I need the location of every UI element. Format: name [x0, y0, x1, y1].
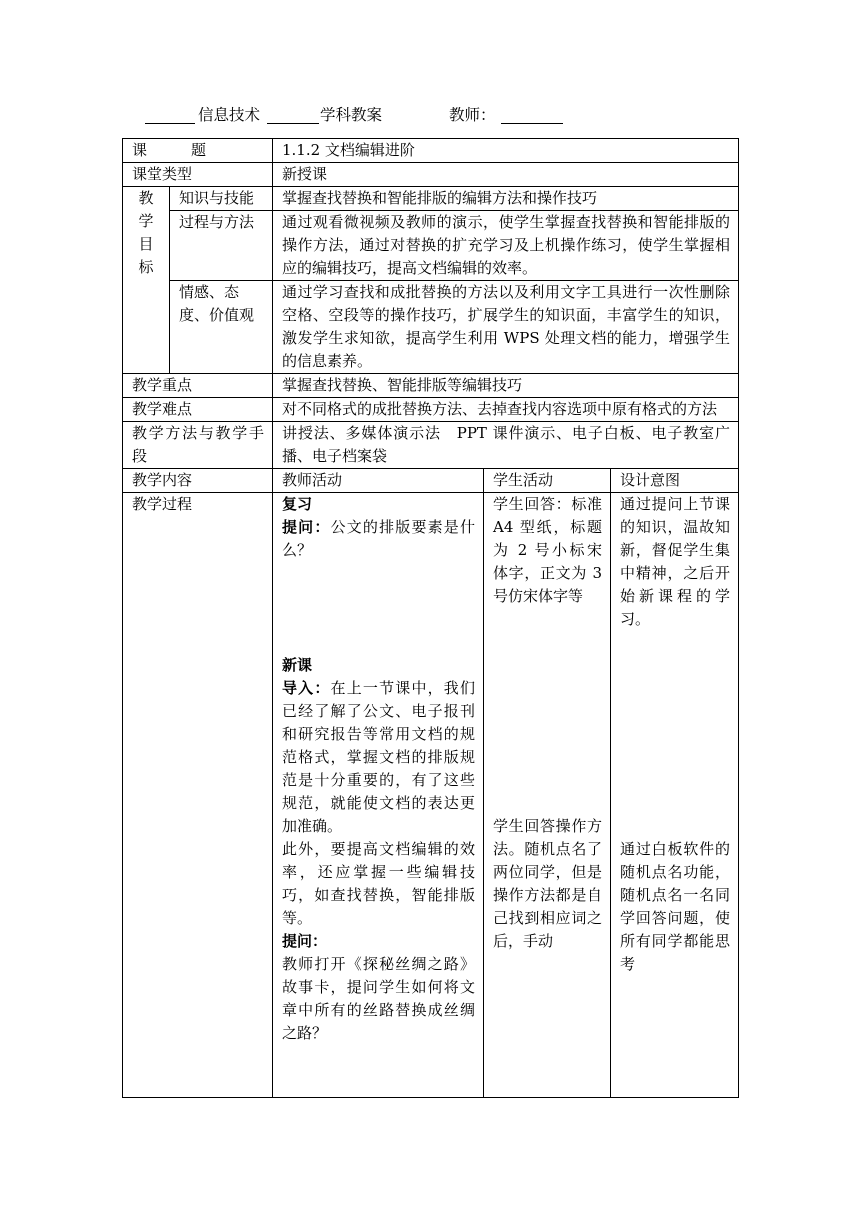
new-lesson-title: 新课: [282, 656, 313, 674]
emotion-value: 通过学习查找和成批替换的方法以及利用文字工具进行一次性删除空格、空段等的操作技巧，扩展学生的知识面，丰富学生的知识，激发学生求知欲，提高学生利用 WPS 处理文档的能力，增强学生的信息素养。: [273, 281, 739, 374]
type-label: 课堂类型: [123, 163, 273, 187]
process-label: 过程与方法: [170, 211, 273, 281]
row-process-method: [123, 211, 739, 281]
review-title: 复习: [282, 495, 313, 513]
student-answer-2: 学生回答操作方法。随机点名了两位同学，但是操作方法都是自己找到相应词之后，手动: [493, 817, 602, 950]
difficulty-label: 教学难点: [123, 398, 273, 422]
subject-name: 信息技术: [198, 106, 261, 124]
student-activity: [484, 493, 611, 1098]
key-point-label: 教学重点: [123, 374, 273, 398]
subject-underline-right: [267, 123, 319, 124]
column-header-student: 学生活动: [484, 469, 611, 493]
method-label: 教学方法与教学手段: [123, 422, 273, 469]
plan-title: 学科教案: [320, 106, 383, 124]
subject-underline-left: [145, 123, 195, 124]
row-difficulty: [123, 398, 739, 422]
emotion-label: 情感、态度、价值观: [170, 281, 273, 374]
row-emotion: [123, 281, 739, 374]
row-key-point: [123, 374, 739, 398]
lesson-plan-table: [122, 138, 739, 1098]
teacher-name-blank: [501, 123, 563, 124]
student-answer-1: 学生回答：标准 A4 型纸，标题为 2 号小标宋体字，正文为 3 号仿宋体字等: [493, 495, 602, 605]
question2-label: 提问：: [282, 932, 328, 950]
type-value: 新授课: [273, 163, 739, 187]
design-intent-1: 通过提问上节课的知识，温故知新，督促学生集中精神，之后开始新课程的学习。: [620, 495, 730, 628]
process-value: 通过观看微视频及教师的演示，使学生掌握查找替换和智能排版的操作方法，通过对替换的扩充学习及上机操作练习，使学生掌握相应的编辑技巧，提高文档编辑的效率。: [273, 211, 739, 281]
question2-text: 教师打开《探秘丝绸之路》故事卡，提问学生如何将文章中所有的丝路替换成丝绸之路？: [282, 955, 475, 1042]
design-intent-2: 通过白板软件的随机点名功能，随机点名一名同学回答问题，使所有同学都能思考: [620, 840, 730, 973]
difficulty-value: 对不同格式的成批替换方法、去掉查找内容选项中原有格式的方法: [273, 398, 739, 422]
knowledge-value: 掌握查找替换和智能排版的编辑方法和操作技巧: [273, 187, 739, 211]
review-question: 提问：公文的排版要素是什么？: [282, 518, 475, 559]
topic-value: 1.1.2 文档编辑进阶: [273, 139, 739, 163]
topic-label: 课 题: [123, 139, 273, 163]
teacher-label: 教师：: [449, 106, 496, 124]
design-intent: [611, 493, 739, 1098]
teacher-activity: [273, 493, 484, 1098]
teaching-process-label: 教学过程: [123, 493, 273, 1098]
row-type: [123, 163, 739, 187]
goals-label: 教 学 目 标: [123, 187, 170, 374]
knowledge-label: 知识与技能: [170, 187, 273, 211]
method-value: 讲授法、多媒体演示法 PPT 课件演示、电子白板、电子教室广播、电子档案袋: [273, 422, 739, 469]
key-point-value: 掌握查找替换、智能排版等编辑技巧: [273, 374, 739, 398]
row-topic: [123, 139, 739, 163]
row-method: [123, 422, 739, 469]
lesson-intro: 导入：在上一节课中，我们已经了解了公文、电子报刊和研究报告等常用文档的规范格式，掌握文档的排版规范是十分重要的，有了这些规范，就能使文档的表达更加准确。: [282, 679, 475, 835]
row-teaching-process: [123, 493, 739, 1098]
column-header-content: 教学内容: [123, 469, 273, 493]
column-header-teacher: 教师活动: [273, 469, 484, 493]
row-knowledge: [123, 187, 739, 211]
row-column-headers: [123, 469, 739, 493]
lesson-intro-more: 此外，要提高文档编辑的效率，还应掌握一些编辑技巧，如查找替换，智能排版等。: [282, 840, 475, 927]
column-header-intent: 设计意图: [611, 469, 739, 493]
